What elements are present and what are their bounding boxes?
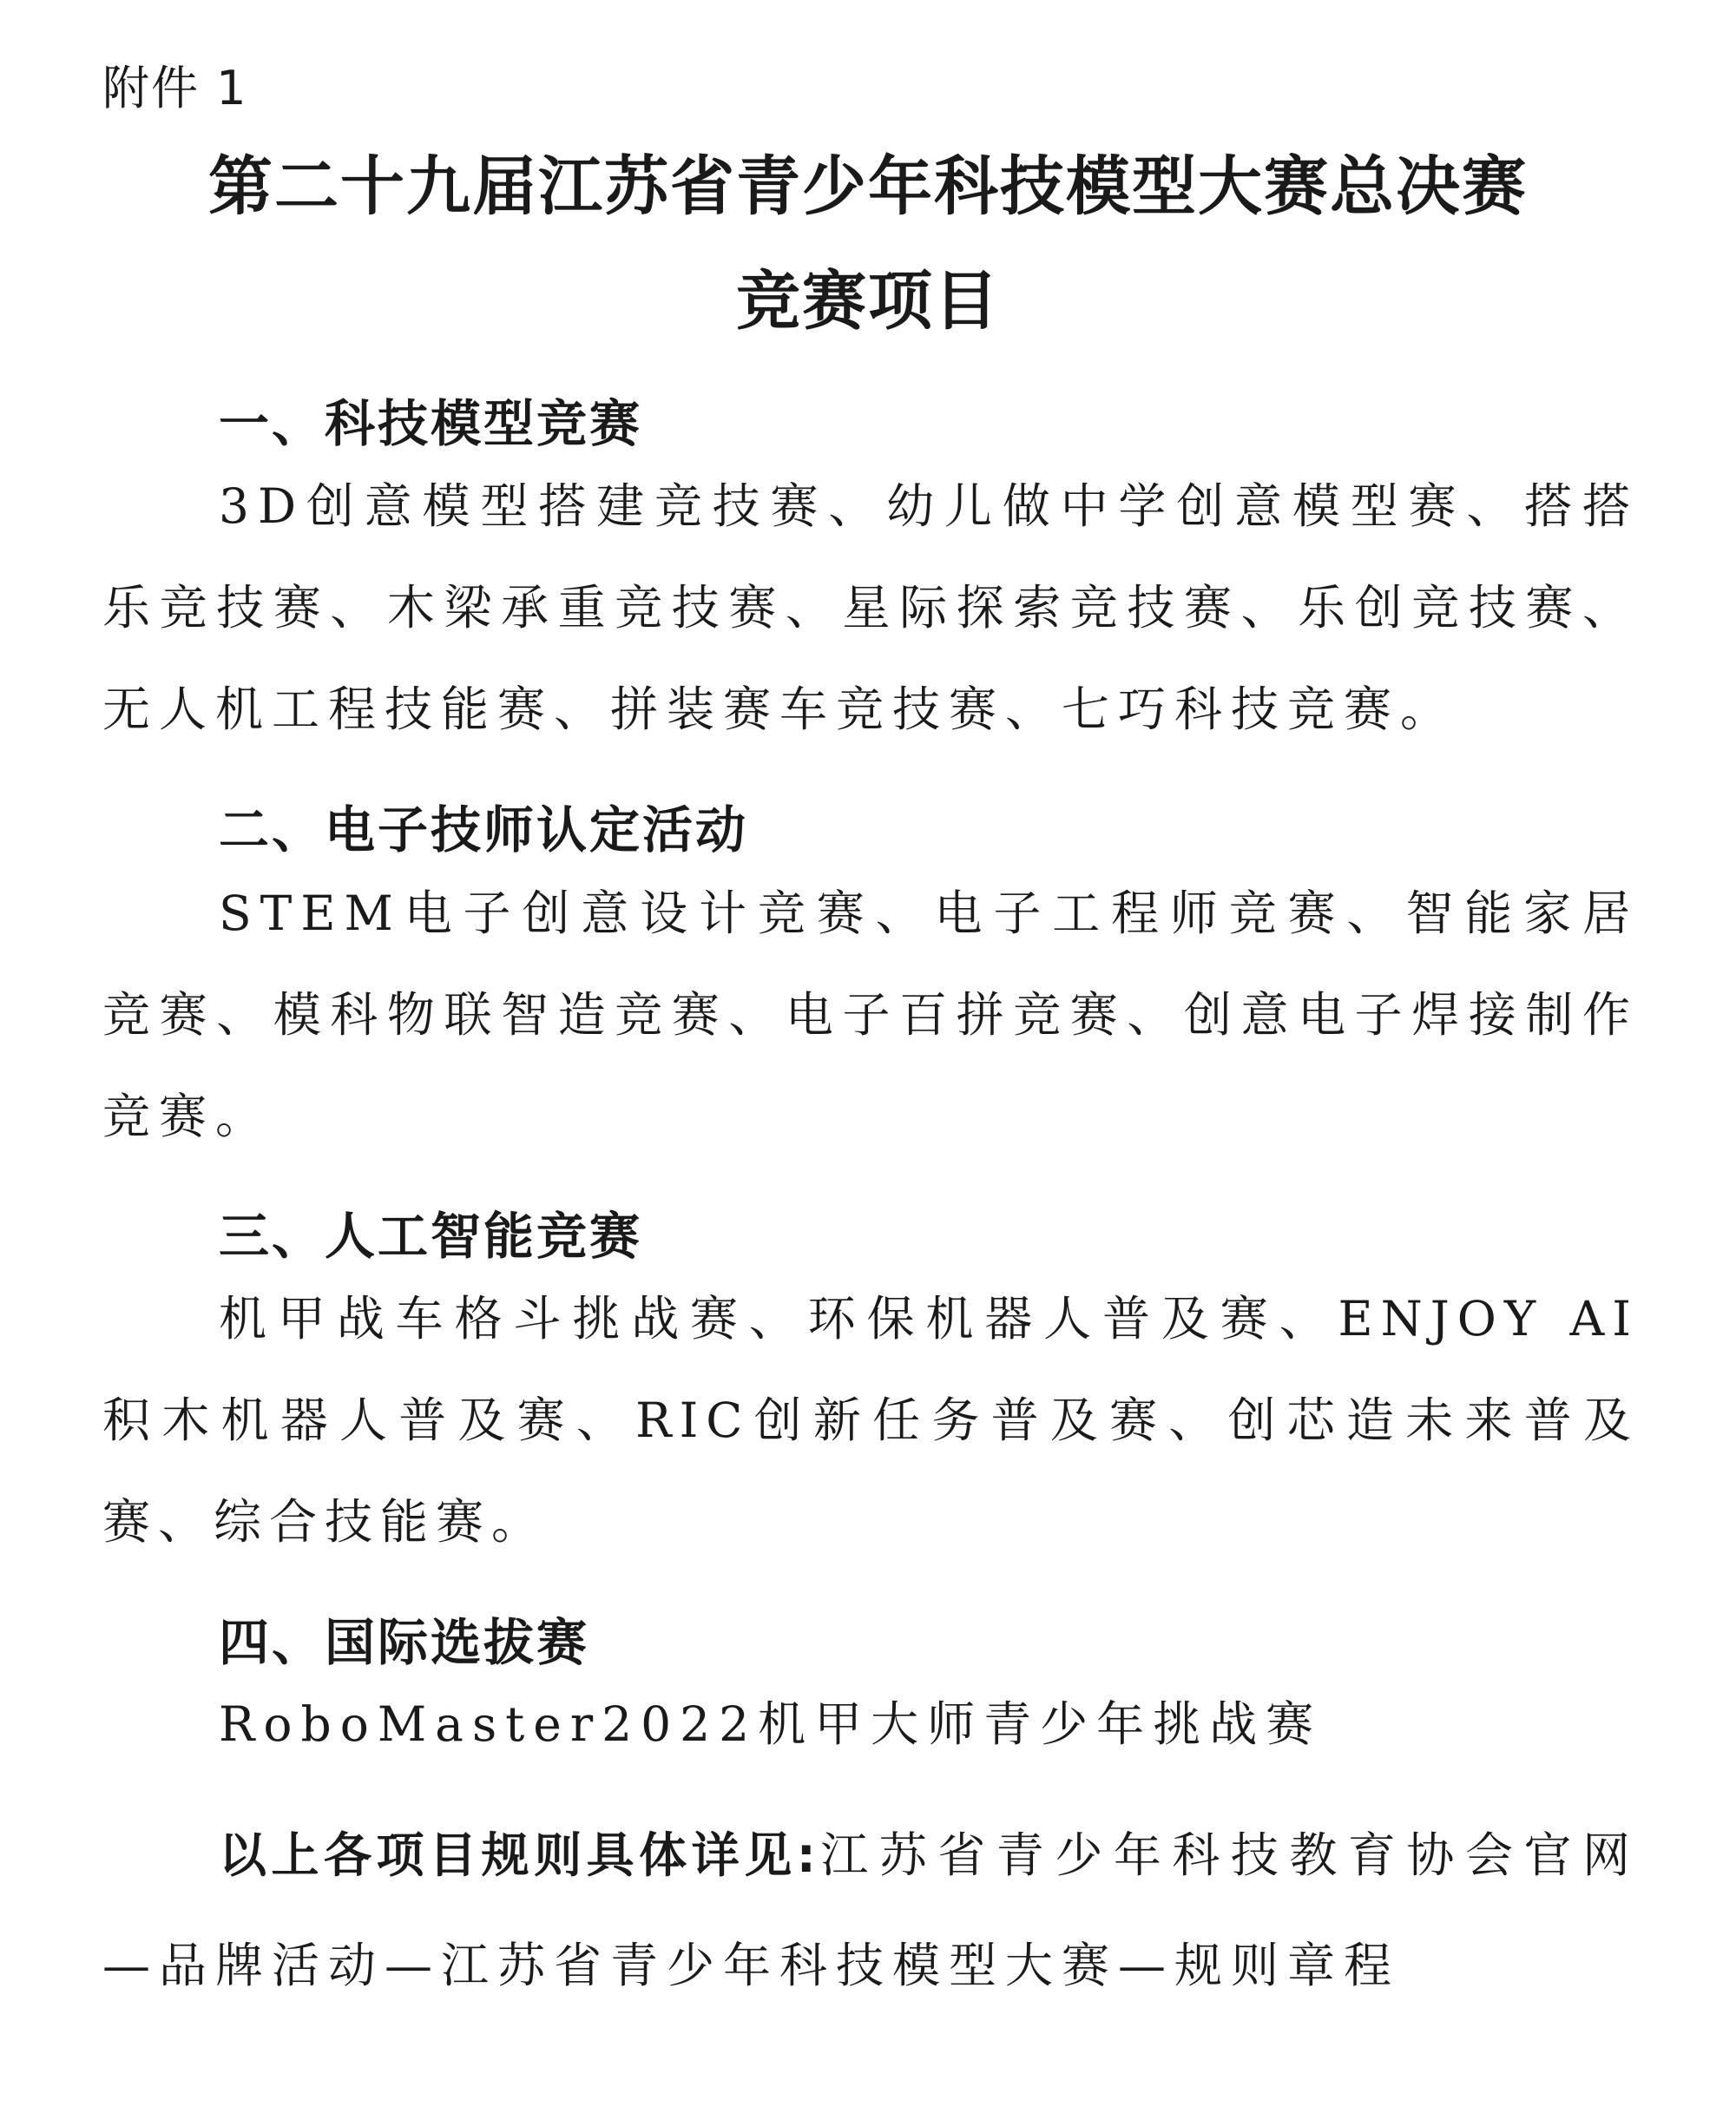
section-body-international: RoboMaster2022机甲大师青少年挑战赛: [219, 1696, 1323, 1752]
rules-note-text: 江苏省青少年科技教育协会官网—品牌活动—江苏省青少年科技模型大赛—规则章程: [102, 1827, 1639, 1993]
section-heading-electronics: 二、电子技师认定活动: [219, 800, 749, 859]
section-heading-international: 四、国际选拔赛: [219, 1613, 590, 1672]
section-heading-model-competition: 一、科技模型竞赛: [219, 394, 643, 453]
attachment-label: 附件 1: [102, 61, 248, 115]
document-title-line-2: 竞赛项目: [736, 264, 1000, 339]
rules-note: [102, 1801, 1639, 2021]
section-body-ai: 机甲战车格斗挑战赛、环保机器人普及赛、ENJOY AI 积木机器人普及赛、RIC创新任务普及赛、创芯造未来普及赛、综合技能赛。: [102, 1291, 1639, 1550]
document-title-line-1: 第二十九届江苏省青少年科技模型大赛总决赛: [208, 149, 1528, 224]
section-body-electronics: STEM电子创意设计竞赛、电子工程师竞赛、智能家居竞赛、模科物联智造竞赛、电子百拼竞赛、创意电子焊接制作竞赛。: [102, 886, 1639, 1144]
section-heading-ai: 三、人工智能竞赛: [219, 1207, 643, 1266]
section-body-model-competition: 3D创意模型搭建竞技赛、幼儿做中学创意模型赛、搭搭乐竞技赛、木梁承重竞技赛、星际探索竞技赛、乐创竞技赛、无人机工程技能赛、拼装赛车竞技赛、七巧科技竞赛。: [102, 478, 1639, 737]
rules-note-label: 以上各项目规则具体详见:: [219, 1827, 819, 1883]
